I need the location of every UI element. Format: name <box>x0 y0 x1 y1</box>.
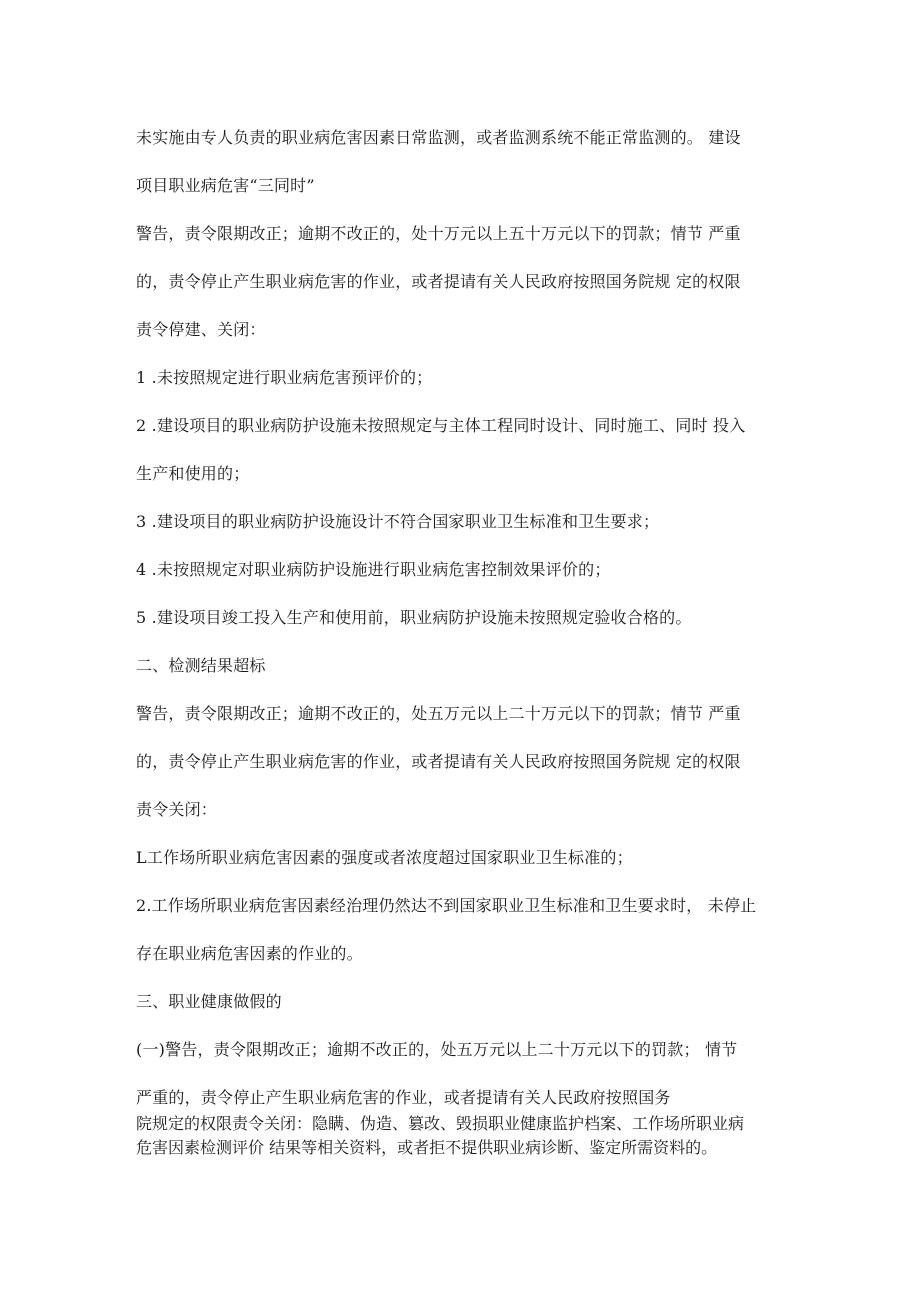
list-item: 2 .建设项目的职业病防护设施未按照规定与主体工程同时设计、同时施工、同时 投入 <box>136 416 746 435</box>
section-heading: 二、检测结果超标 <box>136 656 266 675</box>
list-item: 2.工作场所职业病危害因素经治理仍然达不到国家职业卫生标准和卫生要求时， 未停止 <box>136 896 757 915</box>
list-item: 5 .建设项目竣工投入生产和使用前，职业病防护设施未按照规定验收合格的。 <box>136 608 692 627</box>
list-item-continuation: 生产和使用的； <box>136 464 250 483</box>
list-item: L工作场所职业病危害因素的强度或者浓度超过国家职业卫生标准的； <box>136 848 633 867</box>
list-item: 1 .未按照规定进行职业病危害预评价的； <box>136 368 433 387</box>
paragraph-line: (一)警告，责令限期改正；逾期不改正的，处五万元以上二十万元以下的罚款； 情节 <box>136 1040 738 1059</box>
paragraph-line: 警告，责令限期改正；逾期不改正的，处十万元以上五十万元以下的罚款；情节 严重 <box>136 224 741 243</box>
section-heading: 三、职业健康做假的 <box>136 992 282 1011</box>
paragraph-line: 危害因素检测评价 结果等相关资料，或者拒不提供职业病诊断、鉴定所需资料的。 <box>136 1138 718 1157</box>
paragraph-line: 的，责令停止产生职业病危害的作业，或者提请有关人民政府按照国务院规 定的权限 <box>136 752 741 771</box>
paragraph-line: 的，责令停止产生职业病危害的作业，或者提请有关人民政府按照国务院规 定的权限 <box>136 272 741 291</box>
list-item: 4 .未按照规定对职业病防护设施进行职业病危害控制效果评价的； <box>136 560 611 579</box>
list-item: 3 .建设项目的职业病防护设施设计不符合国家职业卫生标准和卫生要求； <box>136 512 660 531</box>
paragraph-line: 未实施由专人负责的职业病危害因素日常监测，或者监测系统不能正常监测的。 建设 <box>136 128 741 147</box>
paragraph-line: 严重的，责令停止产生职业病危害的作业，或者提请有关人民政府按照国务 <box>136 1088 671 1107</box>
list-item-continuation: 存在职业病危害因素的作业的。 <box>136 944 363 963</box>
paragraph-line: 警告，责令限期改正；逾期不改正的，处五万元以上二十万元以下的罚款；情节 严重 <box>136 704 741 723</box>
section-heading: 项目职业病危害“三同时” <box>136 176 315 195</box>
paragraph-line: 责令关闭： <box>136 800 218 819</box>
paragraph-line: 院规定的权限责令关闭：隐瞒、伪造、篡改、毁损职业健康监护档案、工作场所职业病 <box>136 1114 745 1133</box>
paragraph-line: 责令停建、关闭： <box>136 320 266 339</box>
